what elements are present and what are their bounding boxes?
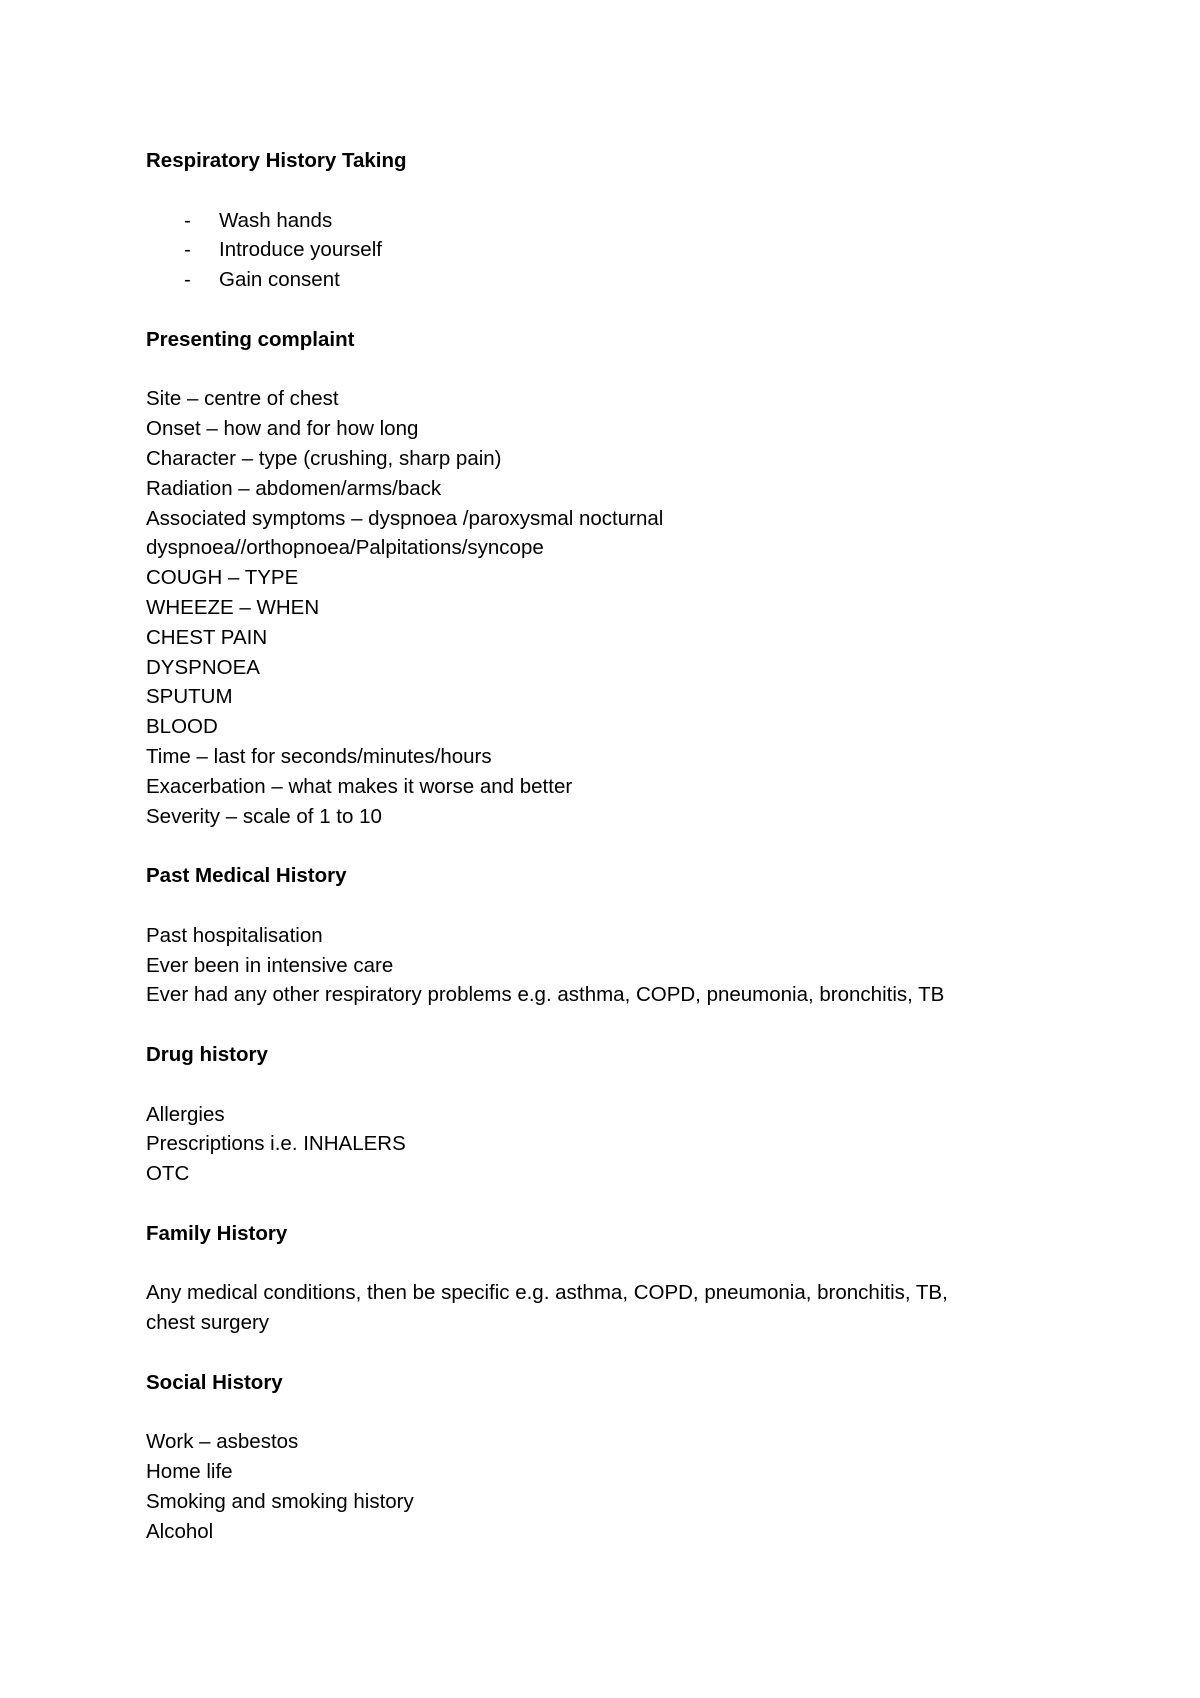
spacer	[146, 1070, 1106, 1100]
text-line: Ever had any other respiratory problems e.g. asthma, COPD, pneumonia, bronchitis, TB	[146, 983, 945, 1007]
bullet-marker: -	[184, 238, 191, 262]
text-line: BLOOD	[146, 715, 218, 739]
section-heading-drug-history: Drug history	[146, 1042, 268, 1066]
spacer	[146, 1189, 1106, 1219]
spacer	[146, 891, 1106, 921]
text-line: Any medical conditions, then be specific e.g. asthma, COPD, pneumonia, bronchitis, TB,	[146, 1281, 948, 1305]
text-line: dyspnoea//orthopnoea/Palpitations/syncope	[146, 536, 544, 560]
text-line: Associated symptoms – dyspnoea /paroxysmal nocturnal	[146, 506, 664, 530]
text-line: chest surgery	[146, 1311, 270, 1335]
text-line: SPUTUM	[146, 685, 233, 709]
section-heading-social-history: Social History	[146, 1370, 283, 1394]
list-item	[146, 206, 1106, 236]
intro-step-text: Wash hands	[219, 208, 333, 232]
text-line: WHEEZE – WHEN	[146, 595, 320, 619]
spacer	[146, 176, 1106, 206]
spacer	[146, 295, 1106, 325]
text-line: Prescriptions i.e. INHALERS	[146, 1132, 406, 1156]
bullet-marker: -	[184, 268, 191, 292]
text-line: Home life	[146, 1460, 233, 1484]
list-item	[146, 265, 1106, 295]
section-heading-presenting-complaint: Presenting complaint	[146, 327, 355, 351]
text-line: Allergies	[146, 1102, 225, 1126]
text-line: Work – asbestos	[146, 1430, 299, 1454]
spacer	[146, 1248, 1106, 1278]
spacer	[146, 1397, 1106, 1427]
text-line: Radiation – abdomen/arms/back	[146, 476, 442, 500]
section-heading-family-history: Family History	[146, 1221, 288, 1245]
text-line: Time – last for seconds/minutes/hours	[146, 744, 492, 768]
text-line: Character – type (crushing, sharp pain)	[146, 446, 502, 470]
text-line: Site – centre of chest	[146, 387, 339, 411]
spacer	[146, 1010, 1106, 1040]
document-body	[146, 146, 1106, 1546]
document-title: Respiratory History Taking	[146, 149, 407, 172]
text-line: DYSPNOEA	[146, 655, 260, 679]
intro-step-text: Gain consent	[219, 268, 340, 292]
list-item	[146, 235, 1106, 265]
spacer	[146, 355, 1106, 385]
text-line: OTC	[146, 1162, 190, 1186]
intro-step-text: Introduce yourself	[219, 238, 382, 262]
text-line: Exacerbation – what makes it worse and better	[146, 774, 573, 798]
text-line: Smoking and smoking history	[146, 1489, 414, 1513]
spacer	[146, 1338, 1106, 1368]
text-line: Severity – scale of 1 to 10	[146, 804, 382, 828]
section-heading-past-medical-history: Past Medical History	[146, 864, 347, 888]
text-line: Past hospitalisation	[146, 923, 323, 947]
text-line: COUGH – TYPE	[146, 566, 299, 590]
text-line: Onset – how and for how long	[146, 417, 419, 441]
bullet-marker: -	[184, 208, 191, 232]
text-line: Alcohol	[146, 1519, 214, 1543]
spacer	[146, 831, 1106, 861]
text-line: Ever been in intensive care	[146, 953, 394, 977]
text-line: CHEST PAIN	[146, 625, 268, 649]
